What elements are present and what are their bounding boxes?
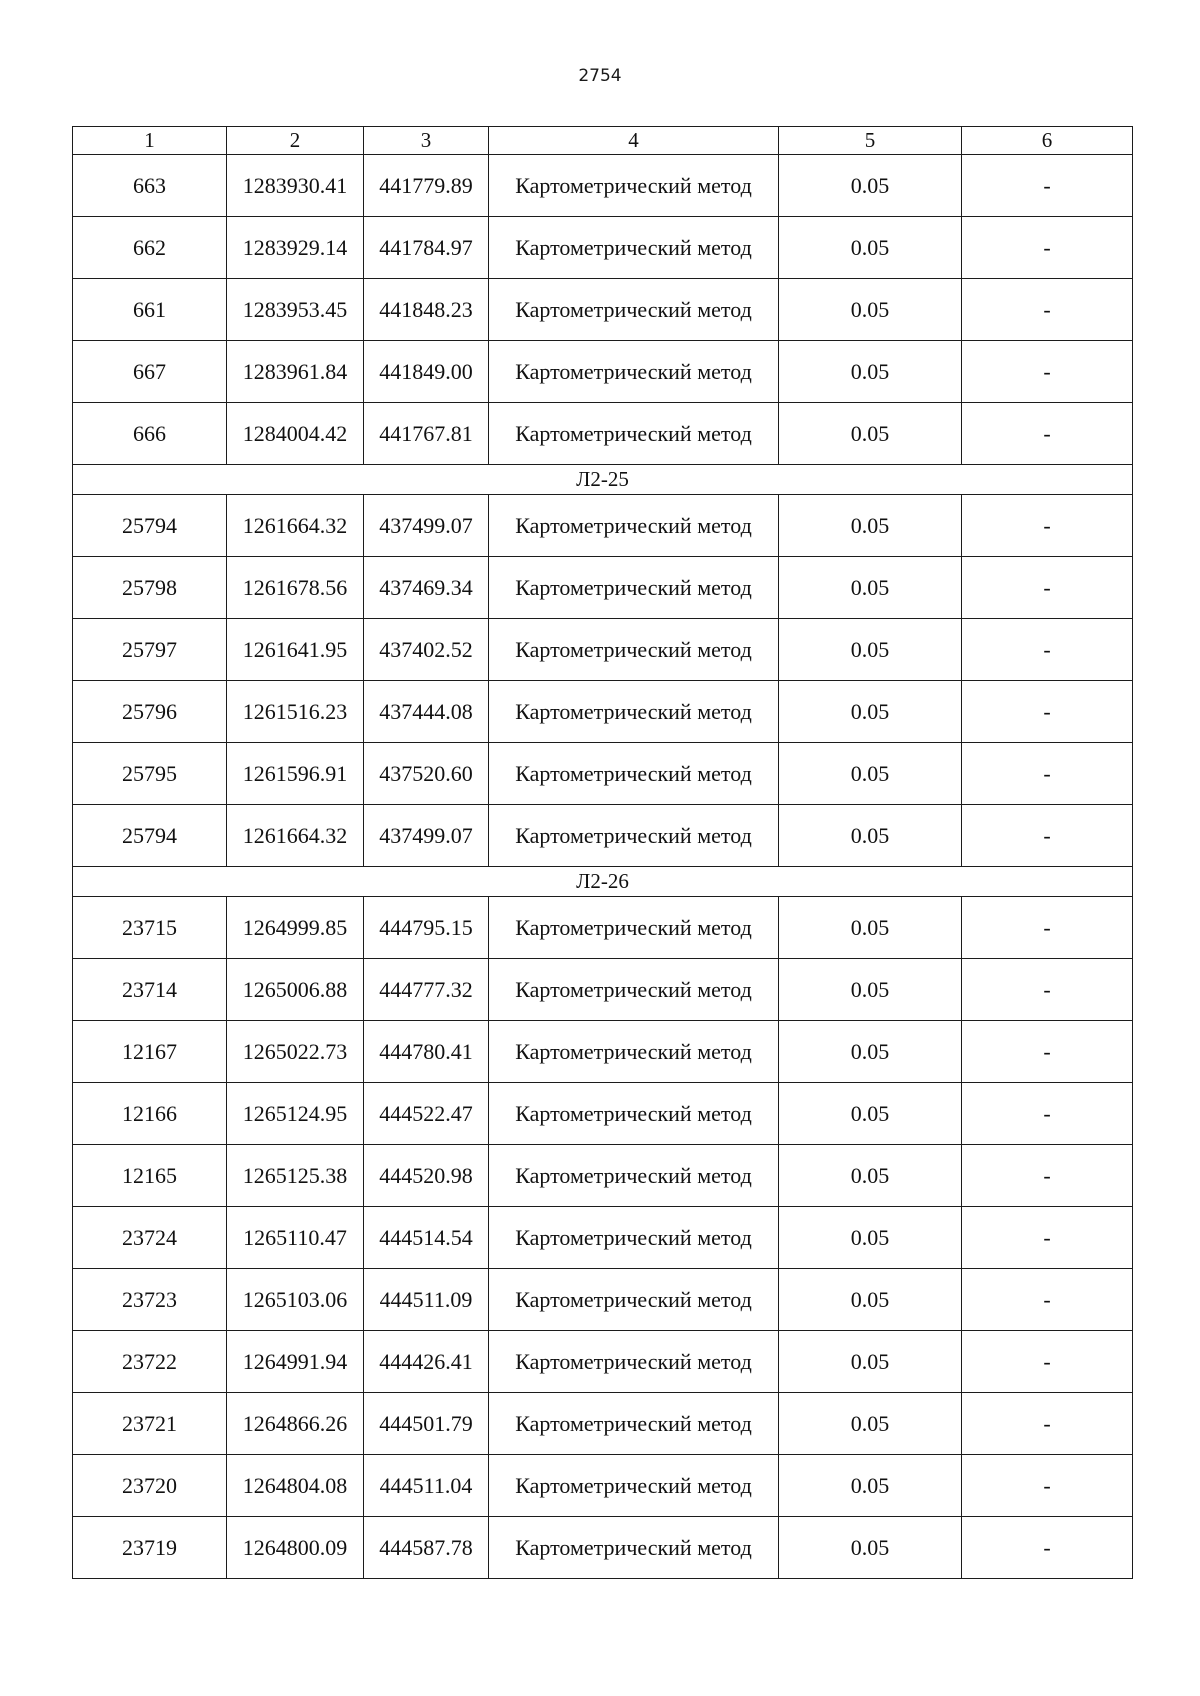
y-coordinate-cell: 441784.97 <box>364 217 489 279</box>
point-number-cell: 25795 <box>73 743 227 805</box>
method-cell: Картометрический метод <box>489 1207 779 1269</box>
description-cell: - <box>962 743 1133 805</box>
description-cell: - <box>962 1331 1133 1393</box>
accuracy-cell: 0.05 <box>779 1517 962 1579</box>
x-coordinate-cell: 1265006.88 <box>227 959 364 1021</box>
description-cell: - <box>962 155 1133 217</box>
point-number-cell: 23714 <box>73 959 227 1021</box>
description-cell: - <box>962 959 1133 1021</box>
y-coordinate-cell: 444777.32 <box>364 959 489 1021</box>
table-row <box>73 1021 1133 1083</box>
method-cell: Картометрический метод <box>489 681 779 743</box>
point-number-cell: 663 <box>73 155 227 217</box>
x-coordinate-cell: 1283929.14 <box>227 217 364 279</box>
table-row <box>73 1083 1133 1145</box>
method-cell: Картометрический метод <box>489 217 779 279</box>
section-header-row <box>73 867 1133 897</box>
method-cell: Картометрический метод <box>489 959 779 1021</box>
accuracy-cell: 0.05 <box>779 341 962 403</box>
point-number-cell: 666 <box>73 403 227 465</box>
accuracy-cell: 0.05 <box>779 805 962 867</box>
description-cell: - <box>962 1207 1133 1269</box>
table-row <box>73 403 1133 465</box>
x-coordinate-cell: 1265125.38 <box>227 1145 364 1207</box>
table-row <box>73 155 1133 217</box>
description-cell: - <box>962 1269 1133 1331</box>
accuracy-cell: 0.05 <box>779 557 962 619</box>
point-number-cell: 23719 <box>73 1517 227 1579</box>
x-coordinate-cell: 1284004.42 <box>227 403 364 465</box>
y-coordinate-cell: 437444.08 <box>364 681 489 743</box>
section-header-row <box>73 465 1133 495</box>
y-coordinate-cell: 444522.47 <box>364 1083 489 1145</box>
method-cell: Картометрический метод <box>489 1083 779 1145</box>
accuracy-cell: 0.05 <box>779 1393 962 1455</box>
section-title: Л2-26 <box>73 867 1133 897</box>
point-number-cell: 23723 <box>73 1269 227 1331</box>
accuracy-cell: 0.05 <box>779 619 962 681</box>
accuracy-cell: 0.05 <box>779 743 962 805</box>
table-row <box>73 557 1133 619</box>
description-cell: - <box>962 217 1133 279</box>
column-header: 3 <box>364 127 489 155</box>
y-coordinate-cell: 444514.54 <box>364 1207 489 1269</box>
point-number-cell: 661 <box>73 279 227 341</box>
method-cell: Картометрический метод <box>489 155 779 217</box>
x-coordinate-cell: 1265124.95 <box>227 1083 364 1145</box>
y-coordinate-cell: 441848.23 <box>364 279 489 341</box>
accuracy-cell: 0.05 <box>779 1455 962 1517</box>
method-cell: Картометрический метод <box>489 557 779 619</box>
column-header: 4 <box>489 127 779 155</box>
table-row <box>73 1393 1133 1455</box>
y-coordinate-cell: 437402.52 <box>364 619 489 681</box>
point-number-cell: 23721 <box>73 1393 227 1455</box>
table-row <box>73 897 1133 959</box>
point-number-cell: 25798 <box>73 557 227 619</box>
y-coordinate-cell: 437499.07 <box>364 805 489 867</box>
point-number-cell: 662 <box>73 217 227 279</box>
accuracy-cell: 0.05 <box>779 1331 962 1393</box>
x-coordinate-cell: 1265103.06 <box>227 1269 364 1331</box>
method-cell: Картометрический метод <box>489 897 779 959</box>
accuracy-cell: 0.05 <box>779 495 962 557</box>
column-header: 6 <box>962 127 1133 155</box>
accuracy-cell: 0.05 <box>779 217 962 279</box>
x-coordinate-cell: 1264804.08 <box>227 1455 364 1517</box>
method-cell: Картометрический метод <box>489 1331 779 1393</box>
table-row <box>73 279 1133 341</box>
y-coordinate-cell: 437520.60 <box>364 743 489 805</box>
accuracy-cell: 0.05 <box>779 155 962 217</box>
method-cell: Картометрический метод <box>489 1269 779 1331</box>
y-coordinate-cell: 441779.89 <box>364 155 489 217</box>
x-coordinate-cell: 1261516.23 <box>227 681 364 743</box>
table-row <box>73 743 1133 805</box>
description-cell: - <box>962 495 1133 557</box>
method-cell: Картометрический метод <box>489 1455 779 1517</box>
method-cell: Картометрический метод <box>489 495 779 557</box>
table-row <box>73 1455 1133 1517</box>
table-header-row <box>73 127 1133 155</box>
description-cell: - <box>962 341 1133 403</box>
y-coordinate-cell: 437469.34 <box>364 557 489 619</box>
x-coordinate-cell: 1261664.32 <box>227 495 364 557</box>
x-coordinate-cell: 1283953.45 <box>227 279 364 341</box>
table-row <box>73 495 1133 557</box>
y-coordinate-cell: 444501.79 <box>364 1393 489 1455</box>
description-cell: - <box>962 619 1133 681</box>
method-cell: Картометрический метод <box>489 1021 779 1083</box>
column-header: 2 <box>227 127 364 155</box>
x-coordinate-cell: 1261596.91 <box>227 743 364 805</box>
y-coordinate-cell: 441767.81 <box>364 403 489 465</box>
x-coordinate-cell: 1265022.73 <box>227 1021 364 1083</box>
table-row <box>73 1145 1133 1207</box>
accuracy-cell: 0.05 <box>779 1083 962 1145</box>
point-number-cell: 23720 <box>73 1455 227 1517</box>
point-number-cell: 667 <box>73 341 227 403</box>
x-coordinate-cell: 1264991.94 <box>227 1331 364 1393</box>
table-row <box>73 681 1133 743</box>
accuracy-cell: 0.05 <box>779 1269 962 1331</box>
method-cell: Картометрический метод <box>489 279 779 341</box>
point-number-cell: 23724 <box>73 1207 227 1269</box>
y-coordinate-cell: 437499.07 <box>364 495 489 557</box>
x-coordinate-cell: 1261641.95 <box>227 619 364 681</box>
accuracy-cell: 0.05 <box>779 897 962 959</box>
accuracy-cell: 0.05 <box>779 1021 962 1083</box>
point-number-cell: 25797 <box>73 619 227 681</box>
y-coordinate-cell: 441849.00 <box>364 341 489 403</box>
page-number: 2754 <box>578 66 622 86</box>
method-cell: Картометрический метод <box>489 805 779 867</box>
method-cell: Картометрический метод <box>489 1145 779 1207</box>
x-coordinate-cell: 1261664.32 <box>227 805 364 867</box>
method-cell: Картометрический метод <box>489 1517 779 1579</box>
description-cell: - <box>962 1083 1133 1145</box>
description-cell: - <box>962 681 1133 743</box>
point-number-cell: 23722 <box>73 1331 227 1393</box>
method-cell: Картометрический метод <box>489 403 779 465</box>
column-header: 5 <box>779 127 962 155</box>
point-number-cell: 12167 <box>73 1021 227 1083</box>
method-cell: Картометрический метод <box>489 619 779 681</box>
method-cell: Картометрический метод <box>489 1393 779 1455</box>
table-row <box>73 1331 1133 1393</box>
accuracy-cell: 0.05 <box>779 681 962 743</box>
table-row <box>73 619 1133 681</box>
accuracy-cell: 0.05 <box>779 403 962 465</box>
y-coordinate-cell: 444587.78 <box>364 1517 489 1579</box>
description-cell: - <box>962 403 1133 465</box>
y-coordinate-cell: 444795.15 <box>364 897 489 959</box>
description-cell: - <box>962 557 1133 619</box>
x-coordinate-cell: 1264999.85 <box>227 897 364 959</box>
description-cell: - <box>962 279 1133 341</box>
column-header: 1 <box>73 127 227 155</box>
table-row <box>73 959 1133 1021</box>
y-coordinate-cell: 444426.41 <box>364 1331 489 1393</box>
y-coordinate-cell: 444511.09 <box>364 1269 489 1331</box>
description-cell: - <box>962 1021 1133 1083</box>
x-coordinate-cell: 1261678.56 <box>227 557 364 619</box>
table-body <box>73 127 1133 1579</box>
x-coordinate-cell: 1265110.47 <box>227 1207 364 1269</box>
point-number-cell: 25796 <box>73 681 227 743</box>
description-cell: - <box>962 897 1133 959</box>
y-coordinate-cell: 444780.41 <box>364 1021 489 1083</box>
x-coordinate-cell: 1283961.84 <box>227 341 364 403</box>
section-title: Л2-25 <box>73 465 1133 495</box>
table-row <box>73 341 1133 403</box>
point-number-cell: 25794 <box>73 805 227 867</box>
accuracy-cell: 0.05 <box>779 959 962 1021</box>
x-coordinate-cell: 1264800.09 <box>227 1517 364 1579</box>
table-row <box>73 805 1133 867</box>
accuracy-cell: 0.05 <box>779 1207 962 1269</box>
x-coordinate-cell: 1283930.41 <box>227 155 364 217</box>
method-cell: Картометрический метод <box>489 743 779 805</box>
accuracy-cell: 0.05 <box>779 279 962 341</box>
description-cell: - <box>962 1517 1133 1579</box>
description-cell: - <box>962 1455 1133 1517</box>
table-row <box>73 1207 1133 1269</box>
accuracy-cell: 0.05 <box>779 1145 962 1207</box>
y-coordinate-cell: 444511.04 <box>364 1455 489 1517</box>
point-number-cell: 25794 <box>73 495 227 557</box>
y-coordinate-cell: 444520.98 <box>364 1145 489 1207</box>
description-cell: - <box>962 805 1133 867</box>
point-number-cell: 12165 <box>73 1145 227 1207</box>
point-number-cell: 23715 <box>73 897 227 959</box>
table-row <box>73 217 1133 279</box>
method-cell: Картометрический метод <box>489 341 779 403</box>
coordinates-table <box>72 126 1133 1579</box>
description-cell: - <box>962 1393 1133 1455</box>
table-row <box>73 1269 1133 1331</box>
table-row <box>73 1517 1133 1579</box>
point-number-cell: 12166 <box>73 1083 227 1145</box>
description-cell: - <box>962 1145 1133 1207</box>
x-coordinate-cell: 1264866.26 <box>227 1393 364 1455</box>
